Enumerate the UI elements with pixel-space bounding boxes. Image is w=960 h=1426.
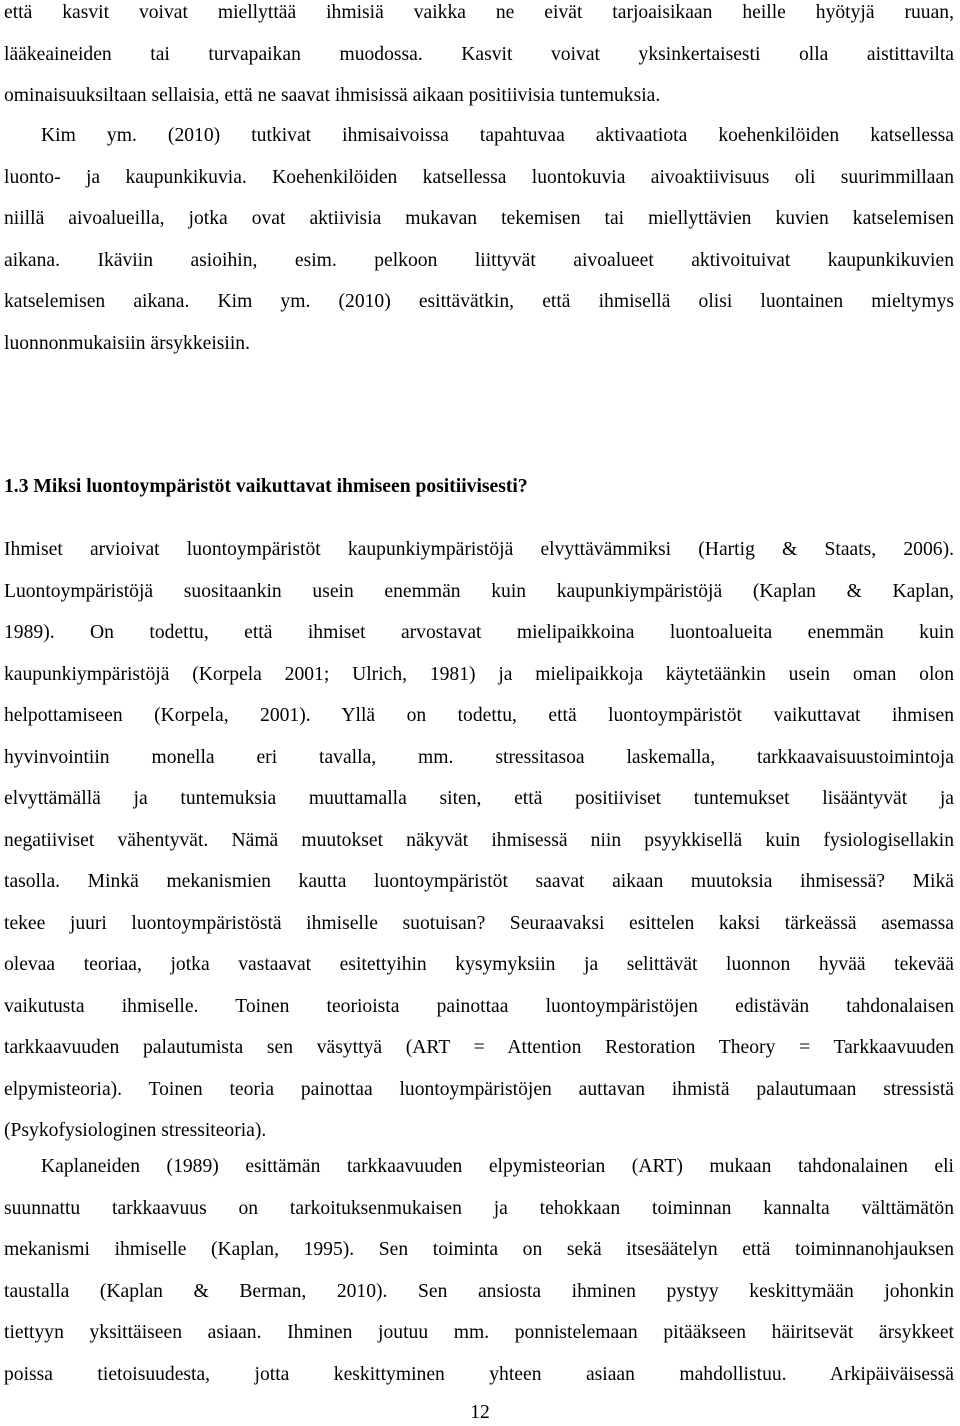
text-line: tasolla. Minkä mekanismien kautta luontoympäristöt saavat aikaan muutoksia ihmisessä? Mikä xyxy=(4,871,954,892)
paragraph-4 xyxy=(4,1146,954,1395)
text-line: Kaplaneiden (1989) esittämän tarkkaavuuden elpymisteorian (ART) mukaan tahdonalainen eli xyxy=(41,1156,954,1177)
text-line: taustalla (Kaplan & Berman, 2010). Sen ansiosta ihminen pystyy keskittymään johonkin xyxy=(4,1280,954,1302)
text-line: luonnonmukaisiin ärsykkeisiin. xyxy=(4,332,250,354)
text-line: poissa tietoisuudesta, jotta keskittyminen yhteen asiaan mahdollistuu. Arkipäiväisessä xyxy=(4,1363,954,1385)
text-line: Luontoympäristöjä suositaankin usein enemmän kuin kaupunkiympäristöjä (Kaplan & Kaplan, xyxy=(4,580,954,602)
text-line: 1989). On todettu, että ihmiset arvostavat mielipaikkoina luontoalueita enemmän kuin xyxy=(4,622,954,643)
text-line: lääkeaineiden tai turvapaikan muodossa. Kasvit voivat yksinkertaisesti olla aistittavilta xyxy=(4,43,954,65)
text-line: tarkkaavuuden palautumista sen väsyttyä (ART = Attention Restoration Theory = Tarkkaavuuden xyxy=(4,1037,954,1058)
text-line: että kasvit voivat miellyttää ihmisiä vaikka ne eivät tarjoaisikaan heille hyötyjä ruuan, xyxy=(4,2,954,23)
paragraph-2 xyxy=(4,115,954,364)
text-line: katselemisen aikana. Kim ym. (2010) esittävätkin, että ihmisellä olisi luontainen mieltymys xyxy=(4,291,954,312)
text-line: luonto- ja kaupunkikuvia. Koehenkilöiden katsellessa luontokuvia aivoaktiivisuus oli suurimmillaan xyxy=(4,166,954,188)
paragraph-1 xyxy=(4,0,954,117)
text-line: niillä aivoalueilla, jotka ovat aktiivisia mukavan tekemisen tai miellyttävien kuvien katselemisen xyxy=(4,208,954,229)
text-line: kaupunkiympäristöjä (Korpela 2001; Ulrich, 1981) ja mielipaikkoja käytetäänkin usein oman olon xyxy=(4,663,954,685)
text-line: negatiiviset vähentyvät. Nämä muutokset näkyvät ihmisessä niin psyykkisellä kuin fysiologisellakin xyxy=(4,829,954,851)
paragraph-3 xyxy=(4,529,954,1152)
text-line: elpymisteoria). Toinen teoria painottaa luontoympäristöjen auttavan ihmistä palautumaan stressistä xyxy=(4,1078,954,1100)
text-line: tekee juuri luontoympäristöstä ihmiselle suotuisan? Seuraavaksi esittelen kaksi tärkeässä asemassa xyxy=(4,912,954,934)
text-line: ominaisuuksiltaan sellaisia, että ne saavat ihmisissä aikaan positiivisia tuntemuksia. xyxy=(4,85,661,106)
page-number: 12 xyxy=(470,1402,490,1423)
text-line: hyvinvointiin monella eri tavalla, mm. stressitasoa laskemalla, tarkkaavaisuustoimintoja xyxy=(4,746,954,768)
text-line: Ihmiset arvioivat luontoympäristöt kaupunkiympäristöjä elvyttävämmiksi (Hartig & Staats, 2006). xyxy=(4,539,954,560)
text-line: olevaa teoriaa, jotka vastaavat esitettyihin kysymyksiin ja selittävät luonnon hyvää tekevää xyxy=(4,954,954,975)
text-line: helpottamiseen (Korpela, 2001). Yllä on todettu, että luontoympäristöt vaikuttavat ihmisen xyxy=(4,705,954,726)
text-line: mekanismi ihmiselle (Kaplan, 1995). Sen toiminta on sekä itsesäätelyn että toiminnanohjauksen xyxy=(4,1239,954,1260)
text-line: elvyttämällä ja tuntemuksia muuttamalla siten, että positiiviset tuntemukset lisääntyvät ja xyxy=(4,788,954,809)
text-line: Kim ym. (2010) tutkivat ihmisaivoissa tapahtuvaa aktivaatiota koehenkilöiden katsellessa xyxy=(41,125,954,146)
text-line: vaikutusta ihmiselle. Toinen teorioista painottaa luontoympäristöjen edistävän tahdonalaisen xyxy=(4,995,954,1017)
section-heading: 1.3 Miksi luontoympäristöt vaikuttavat ihmiseen positiivisesti? xyxy=(4,476,528,497)
text-line: aikana. Ikäviin asioihin, esim. pelkoon liittyvät aivoalueet aktivoituivat kaupunkikuvien xyxy=(4,249,954,271)
text-line: tiettyyn yksittäiseen asiaan. Ihminen joutuu mm. ponnistelemaan pitääkseen häiritsevät ärsykkeet xyxy=(4,1322,954,1343)
text-line: suunnattu tarkkaavuus on tarkoituksenmukaisen ja tehokkaan toiminnan kannalta välttämätön xyxy=(4,1197,954,1219)
text-line: (Psykofysiologinen stressiteoria). xyxy=(4,1120,267,1141)
